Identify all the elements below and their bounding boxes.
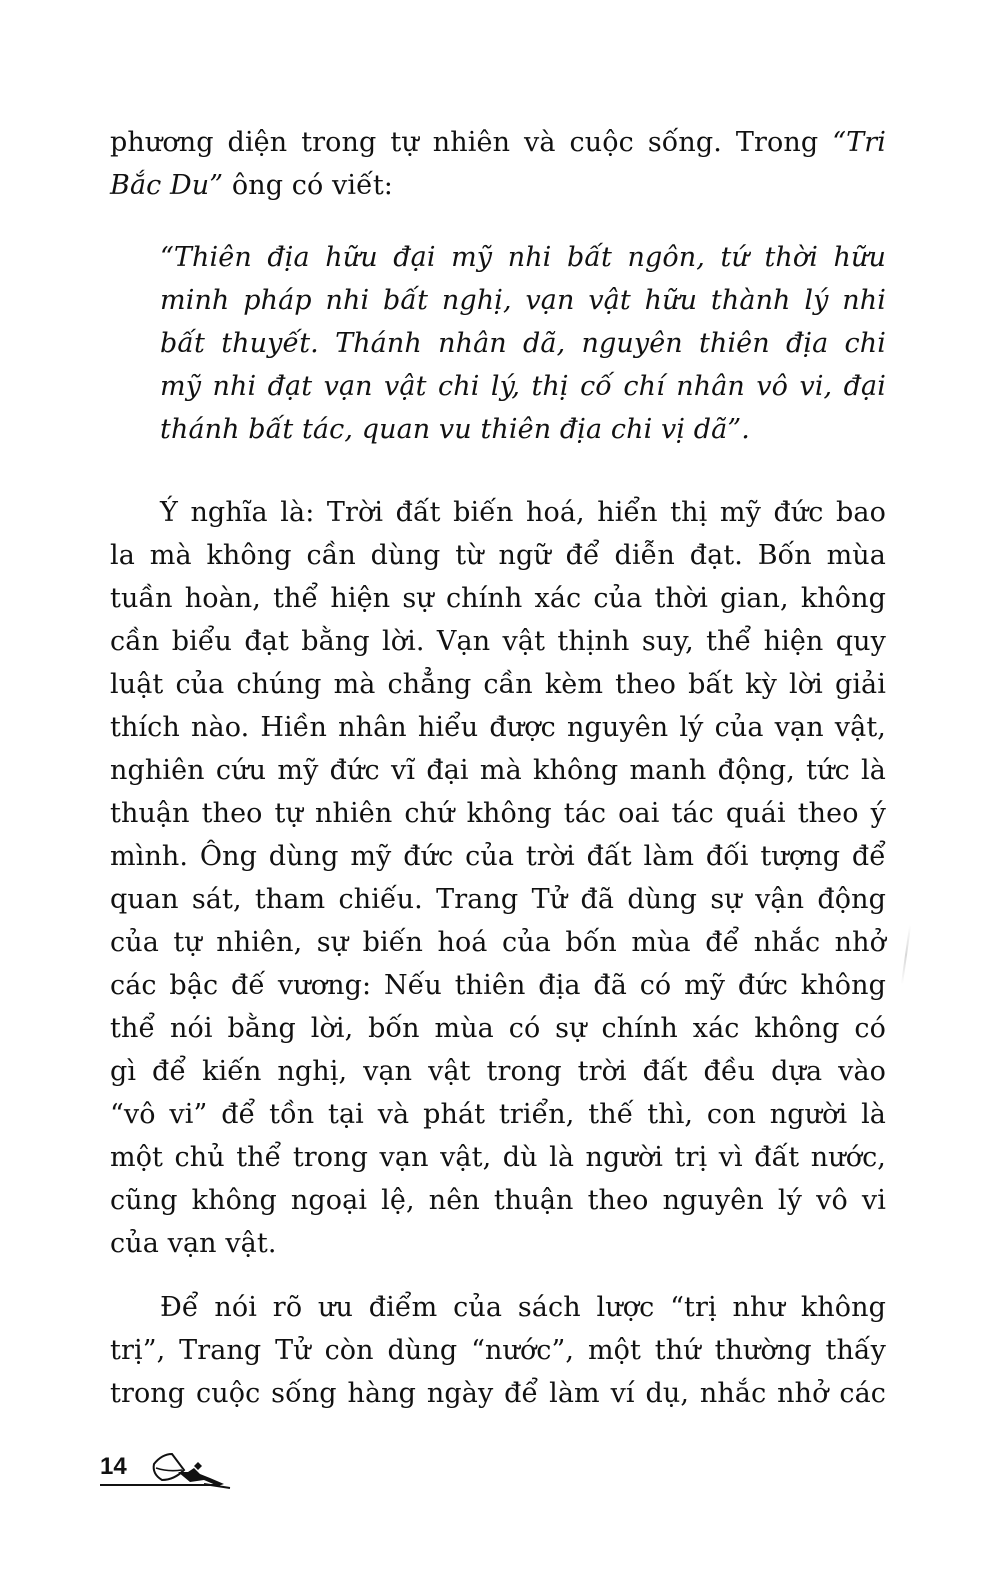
paragraph-line: một chủ thể trong vạn vật, dù là người trị vì đất nước, <box>110 1142 886 1173</box>
quote-line: mỹ nhi đạt vạn vật chi lý, thị cố chí nhân vô vi, đại <box>160 371 886 402</box>
scholar-umbrella-ornament-icon <box>144 1450 234 1490</box>
book-title-end: Bắc Du” <box>110 170 224 201</box>
intro-line-1 <box>110 121 886 164</box>
paragraph-line: của tự nhiên, sự biến hoá của bốn mùa để nhắc nhở <box>110 927 886 958</box>
paragraph-line: trong cuộc sống hàng ngày để làm ví dụ, nhắc nhở các <box>110 1378 886 1409</box>
paragraph-line: quan sát, tham chiếu. Trang Tử đã dùng sự vận động <box>110 884 886 915</box>
book-title-start: “Tri <box>832 127 886 158</box>
paragraph-line: mình. Ông dùng mỹ đức của trời đất làm đối tượng để <box>110 841 886 872</box>
paragraph-line: nghiên cứu mỹ đức vĩ đại mà không manh động, tức là <box>110 755 886 786</box>
paragraph-line: cần biểu đạt bằng lời. Vạn vật thịnh suy, thể hiện quy <box>110 626 886 657</box>
paragraph-line: Để nói rõ ưu điểm của sách lược “trị như không <box>160 1292 886 1323</box>
paragraph-line: “vô vi” để tồn tại và phát triển, thế thì, con người là <box>110 1099 886 1130</box>
paragraph-line: Ý nghĩa là: Trời đất biến hoá, hiển thị mỹ đức bao <box>160 497 886 528</box>
intro-text-end: ông có viết: <box>223 170 393 201</box>
paragraph-line: cũng không ngoại lệ, nên thuận theo nguyên lý vô vi <box>110 1185 886 1216</box>
intro-line-2 <box>110 164 886 207</box>
paragraph-line: các bậc đế vương: Nếu thiên địa đã có mỹ đức không <box>110 970 886 1001</box>
paragraph-line: gì để kiến nghị, vạn vật trong trời đất đều dựa vào <box>110 1056 886 1087</box>
quote-line: minh pháp nhi bất nghị, vạn vật hữu thành lý nhi <box>160 285 886 316</box>
page-footer <box>100 1450 240 1490</box>
quote-line: “Thiên địa hữu đại mỹ nhi bất ngôn, tứ thời hữu <box>160 242 886 273</box>
paragraph-line: trị”, Trang Tử còn dùng “nước”, một thứ thường thấy <box>110 1335 886 1366</box>
intro-text: phương diện trong tự nhiên và cuộc sống. Trong <box>110 127 833 158</box>
scan-artifact <box>901 925 911 985</box>
paragraph-line: tuần hoàn, thể hiện sự chính xác của thời gian, không <box>110 583 886 614</box>
paragraph-line: thể nói bằng lời, bốn mùa có sự chính xác không có <box>110 1013 886 1044</box>
paragraph-line: của vạn vật. <box>110 1228 277 1259</box>
paragraph-line: thích nào. Hiền nhân hiểu được nguyên lý của vạn vật, <box>110 712 886 743</box>
quote-line: bất thuyết. Thánh nhân dã, nguyên thiên địa chi <box>160 328 886 359</box>
quote-line: thánh bất tác, quan vu thiên địa chi vị dã”. <box>160 414 750 445</box>
paragraph-line: thuận theo tự nhiên chứ không tác oai tác quái theo ý <box>110 798 886 829</box>
paragraph-line: luật của chúng mà chẳng cần kèm theo bất kỳ lời giải <box>110 669 886 700</box>
paragraph-line: la mà không cần dùng từ ngữ để diễn đạt. Bốn mùa <box>110 540 886 571</box>
page-number: 14 <box>100 1453 127 1480</box>
